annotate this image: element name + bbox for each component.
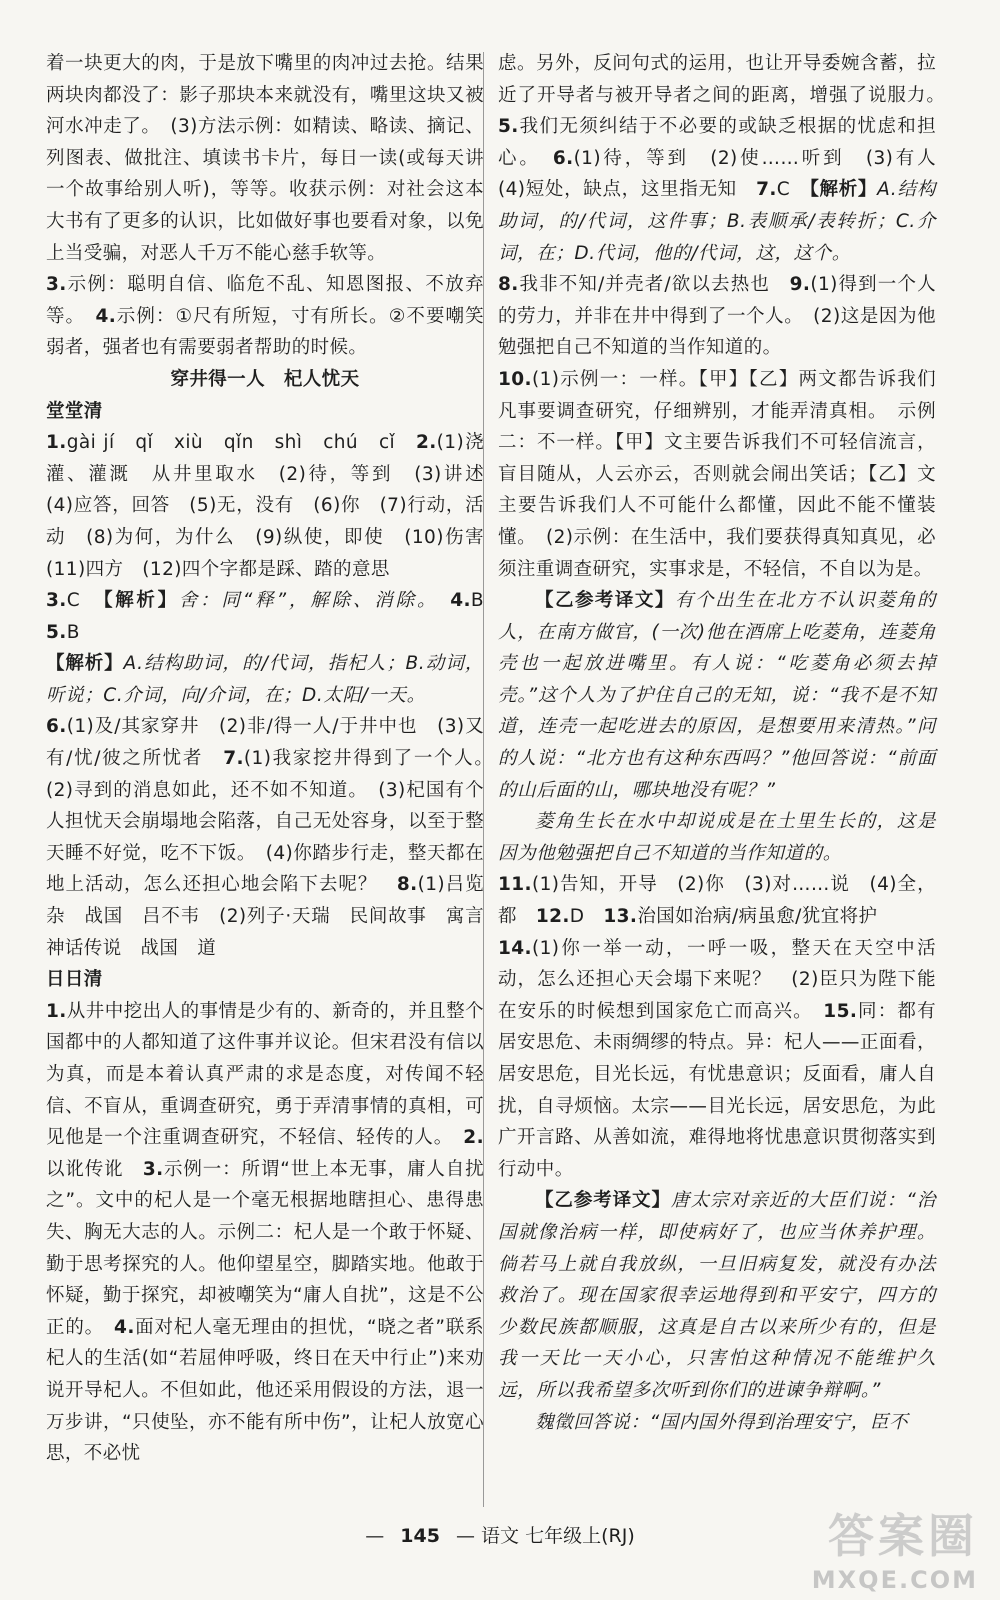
translation-tag: 【乙参考译文】 [535,590,675,612]
answer-text: 以讹传讹 [46,1158,124,1180]
question-number: 3. [46,590,67,612]
answer-text: B [470,590,484,612]
analysis-text: A.结构助词，的/代词，指杞人；B.动词，听说；C.介词，向/介词，在；D.太阳/一天。 [46,653,484,706]
answer-text: 同：都有居安思危、未雨绸缪的特点。异：杞人——正面看，居安思危，目光长远，有忧患意识；反面看，庸人自扰，自寻烦恼。太宗——目光长远，居安思危，为此广开言路、从善如流，难得地将忧患意识贯彻落实到行动中。 [498,1000,936,1180]
question-number: 9. [789,274,811,296]
footer-grade: 七年级上(RJ) [525,1525,635,1547]
paragraph [46,711,503,964]
answer-text: (1)浇灌、灌溉 从井里取水 (2)待，等到 (3)讲述 (4)应答，回答 (5)无，没有 (6)你 (7)行动，活动 (8)为何，为什么 (9)纵使，即使 (10)伤害 (11)四方 (12)四个字都是踩、踏的意思 [46,432,503,580]
paragraph [498,869,936,932]
paragraph [498,585,936,806]
answer-text: (1)我家挖井得到了一个人。 (2)寻到的消息如此，还不如不知道。 (3)杞国有个人担忧天会崩塌地会陷落，自己无处容身，以至于整天睡不好觉，吃不下饭。 (4)你踏步行走，整天都在地上活动，怎么还担心地会陷下去呢？ [46,748,503,896]
paragraph [46,585,484,711]
answer-text: D [569,906,585,928]
question-number: 10. [498,368,532,390]
question-number: 2. [415,432,437,454]
answer-text: C [776,179,810,201]
paragraph [46,427,503,585]
answer-text: 我们无须纠结于不必要的或缺乏根据的忧虑和担心。 [498,116,936,169]
paragraph [498,364,936,585]
answer-text: (1)得到一个人的劳力，并非在井中得到了一个人。 (2)这是因为他勉强把自己不知道的当作知道的。 [498,274,937,359]
question-number: 5. [46,621,67,643]
answer-text: C [66,590,104,612]
answer-text: (1)及/其家穿井 (2)非/得一人/于井中也 (3)又有/忧/彼之所忧者 [46,716,484,770]
question-number: 7. [223,748,244,770]
question-number: 8. [498,274,519,296]
translation-text: 有个出生在北方不认识菱角的人，在南方做官，(一次)他在酒席上吃菱角，连菱角壳也一起放进嘴里。有人说：“吃菱角必须去掉壳。”这个人为了护住自己的无知，说：“我不是不知道，连壳一起吃进去的原因，是想要用来清热。”问的人说：“北方也有这种东西吗？”他回答说：“前面的山后面的山，哪块地没有呢？” [498,590,936,801]
paragraph [46,269,484,364]
answer-text: 示例：聪明自信、临危不乱、知恩图报、不放弃等。 [46,274,484,327]
question-number: 8. [396,874,418,896]
subheading-tangtangqing: 堂堂清 [46,400,103,422]
paragraph: 魏徵回答说：“国内国外得到治理安宁，臣不 [535,1411,909,1433]
section-title: 穿井得一人 杞人忧天 [170,368,360,390]
footer-dash: — [365,1525,385,1547]
question-number: 7. [756,179,777,201]
paragraph [46,996,484,1470]
answer-text: 治国如治病/病虽愈/犹宜将护 [637,906,878,928]
translation-tag: 【乙参考译文】 [535,1190,671,1212]
answer-text: (1)你一举一动，一呼一吸，整天在天空中活动，怎么还担心天会塌下来呢？ (2)臣只为陛下能在安乐的时候想到国家危亡而高兴。 [498,937,936,1022]
question-number: 4. [450,590,471,612]
question-number: 15. [823,1000,858,1022]
right-column [498,48,955,1438]
question-number: 1. [46,1000,67,1022]
paragraph [498,1185,936,1406]
question-number: 6. [46,716,67,738]
answer-text: 示例一：所谓“世上本无事，庸人自扰之”。文中的杞人是一个毫无根据地瞎担心、患得患失、胸无大志的人。示例二：杞人是一个敢于怀疑、勤于思考探究的人。他仰望星空，脚踏实地。他敢于怀疑，勤于探究，却被嘲笑为“庸人自扰”，这是不公正的。 [46,1158,484,1338]
paragraph: 菱角生长在水中却说成是在土里生长的，这是因为他勉强把自己不知道的当作知道的。 [498,811,936,864]
left-column [46,48,503,1470]
question-number: 5. [498,116,519,138]
answer-text: 示例：①尺有所短，寸有所长。②不要嘲笑弱者，强者也有需要弱者帮助的时候。 [46,305,484,359]
answer-text: B [66,621,80,643]
subheading-ririqing: 日日清 [46,969,103,991]
question-number: 4. [95,305,117,327]
paragraph [498,48,955,269]
analysis-text: A.结构助词，的/代词，这件事；B.表顺承/表转折；C.介词，在；D.代词，他的/代词，这，这个。 [498,179,937,264]
page-number: 145 [400,1525,440,1547]
question-number: 6. [552,147,574,169]
answer-text: 从井中挖出人的事情是少有的、新奇的，并且整个国都中的人都知道了这件事并议论。但宋君没有信以为真，而是本着认真严肃的求是态度，对传闻不轻信、不盲从，重调查研究，勇于弄清事情的真相，可见他是一个注重调查研究，不轻信、轻传的人。 [46,1000,484,1149]
footer-subject: 语文 [481,1525,520,1547]
answer-text: 虑。另外，反问句式的运用，也让开导委婉含蓄，拉近了开导者与被开导者之间的距离，增强了说服力。 [498,53,936,106]
question-number: 12. [535,906,570,928]
question-number: 3. [46,274,67,296]
question-number: 3. [142,1158,164,1180]
analysis-tag: 【解析】 [809,179,878,201]
answer-text: (1)吕览 杂 战国 吕不韦 (2)列子·天瑞 民间故事 寓言 神话传说 战国 道 [46,874,503,959]
watermark-logo [812,1500,978,1594]
question-number: 4. [114,1316,135,1338]
analysis-tag: 【解析】 [46,653,124,675]
pinyin-answer: gài jí qǐ xiù qǐn shì chú cǐ [66,432,396,454]
question-number: 1. [46,432,67,454]
paragraph [498,269,936,364]
analysis-text: 舍：同“释”，解除、消除。 [178,590,430,612]
footer-dash: — [456,1525,475,1547]
answer-text: (1)示例一：一样。【甲】【乙】两文都告诉我们凡事要调查研究，仔细辨别，才能弄清真相。 示例二：不一样。【甲】文主要告诉我们不可轻信流言，盲目随从，人云亦云，否则就会闹出笑话；【乙】文主要告诉我们人不可能什么都懂，因此不能不懂装懂。 (2)示例：在生活中，我们要获得真知真见，必须注重调查研究，实事求是，不轻信，不自以为是。 [498,368,936,580]
answer-text: 我非不知/并壳者/欲以去热也 [518,274,770,296]
answer-text: 面对杞人毫无理由的担忧，“晓之者”联系杞人的生活(如“若屈伸呼吸，终日在天中行止”)来劝说开导杞人。不但如此，他还采用假设的方法，退一万步讲，“只使坠，亦不能有所中伤”，让杞人放宽心思，不必忧 [46,1316,484,1465]
question-number: 14. [498,937,532,959]
question-number: 13. [603,906,638,928]
answer-text: (1)告知，开导 (2)你 (3)对……说 (4)全，都 [498,874,936,928]
analysis-tag: 【解析】 [103,590,179,612]
question-number: 2. [463,1127,484,1149]
watermark-url: MXQE.COM [811,1566,978,1594]
translation-text: 唐太宗对亲近的大臣们说：“治国就像治病一样，即使病好了，也应当休养护理。倘若马上就自我放纵，一旦旧病复发，就没有办法救治了。现在国家很幸运地得到和平安宁，四方的少数民族都顺服，这真是自古以来所少有的，但是我一天比一天小心，只害怕这种情况不能维护久远，所以我希望多次听到你们的进谏争辩啊。” [498,1190,936,1401]
answer-text: (1)待，等到 (2)使……听到 (3)有人 (4)短处，缺点，这里指无知 [498,147,955,201]
watermark-title: 答案圈 [828,1509,978,1563]
paragraph [498,933,936,1186]
question-number: 11. [498,874,532,896]
paragraph: 着一块更大的肉，于是放下嘴里的肉冲过去抢。结果两块肉都没了：影子那块本来就没有，嘴里这块又被河水冲走了。 (3)方法示例：如精读、略读、摘记、列图表、做批注、填读书卡片，每日一读(或每天讲一个故事给别人听)，等等。收获示例：对社会这本大书有了更多的认识，比如做好事也要看对象，以免上当受骗，对恶人千万不能心慈手软等。 [46,53,484,264]
